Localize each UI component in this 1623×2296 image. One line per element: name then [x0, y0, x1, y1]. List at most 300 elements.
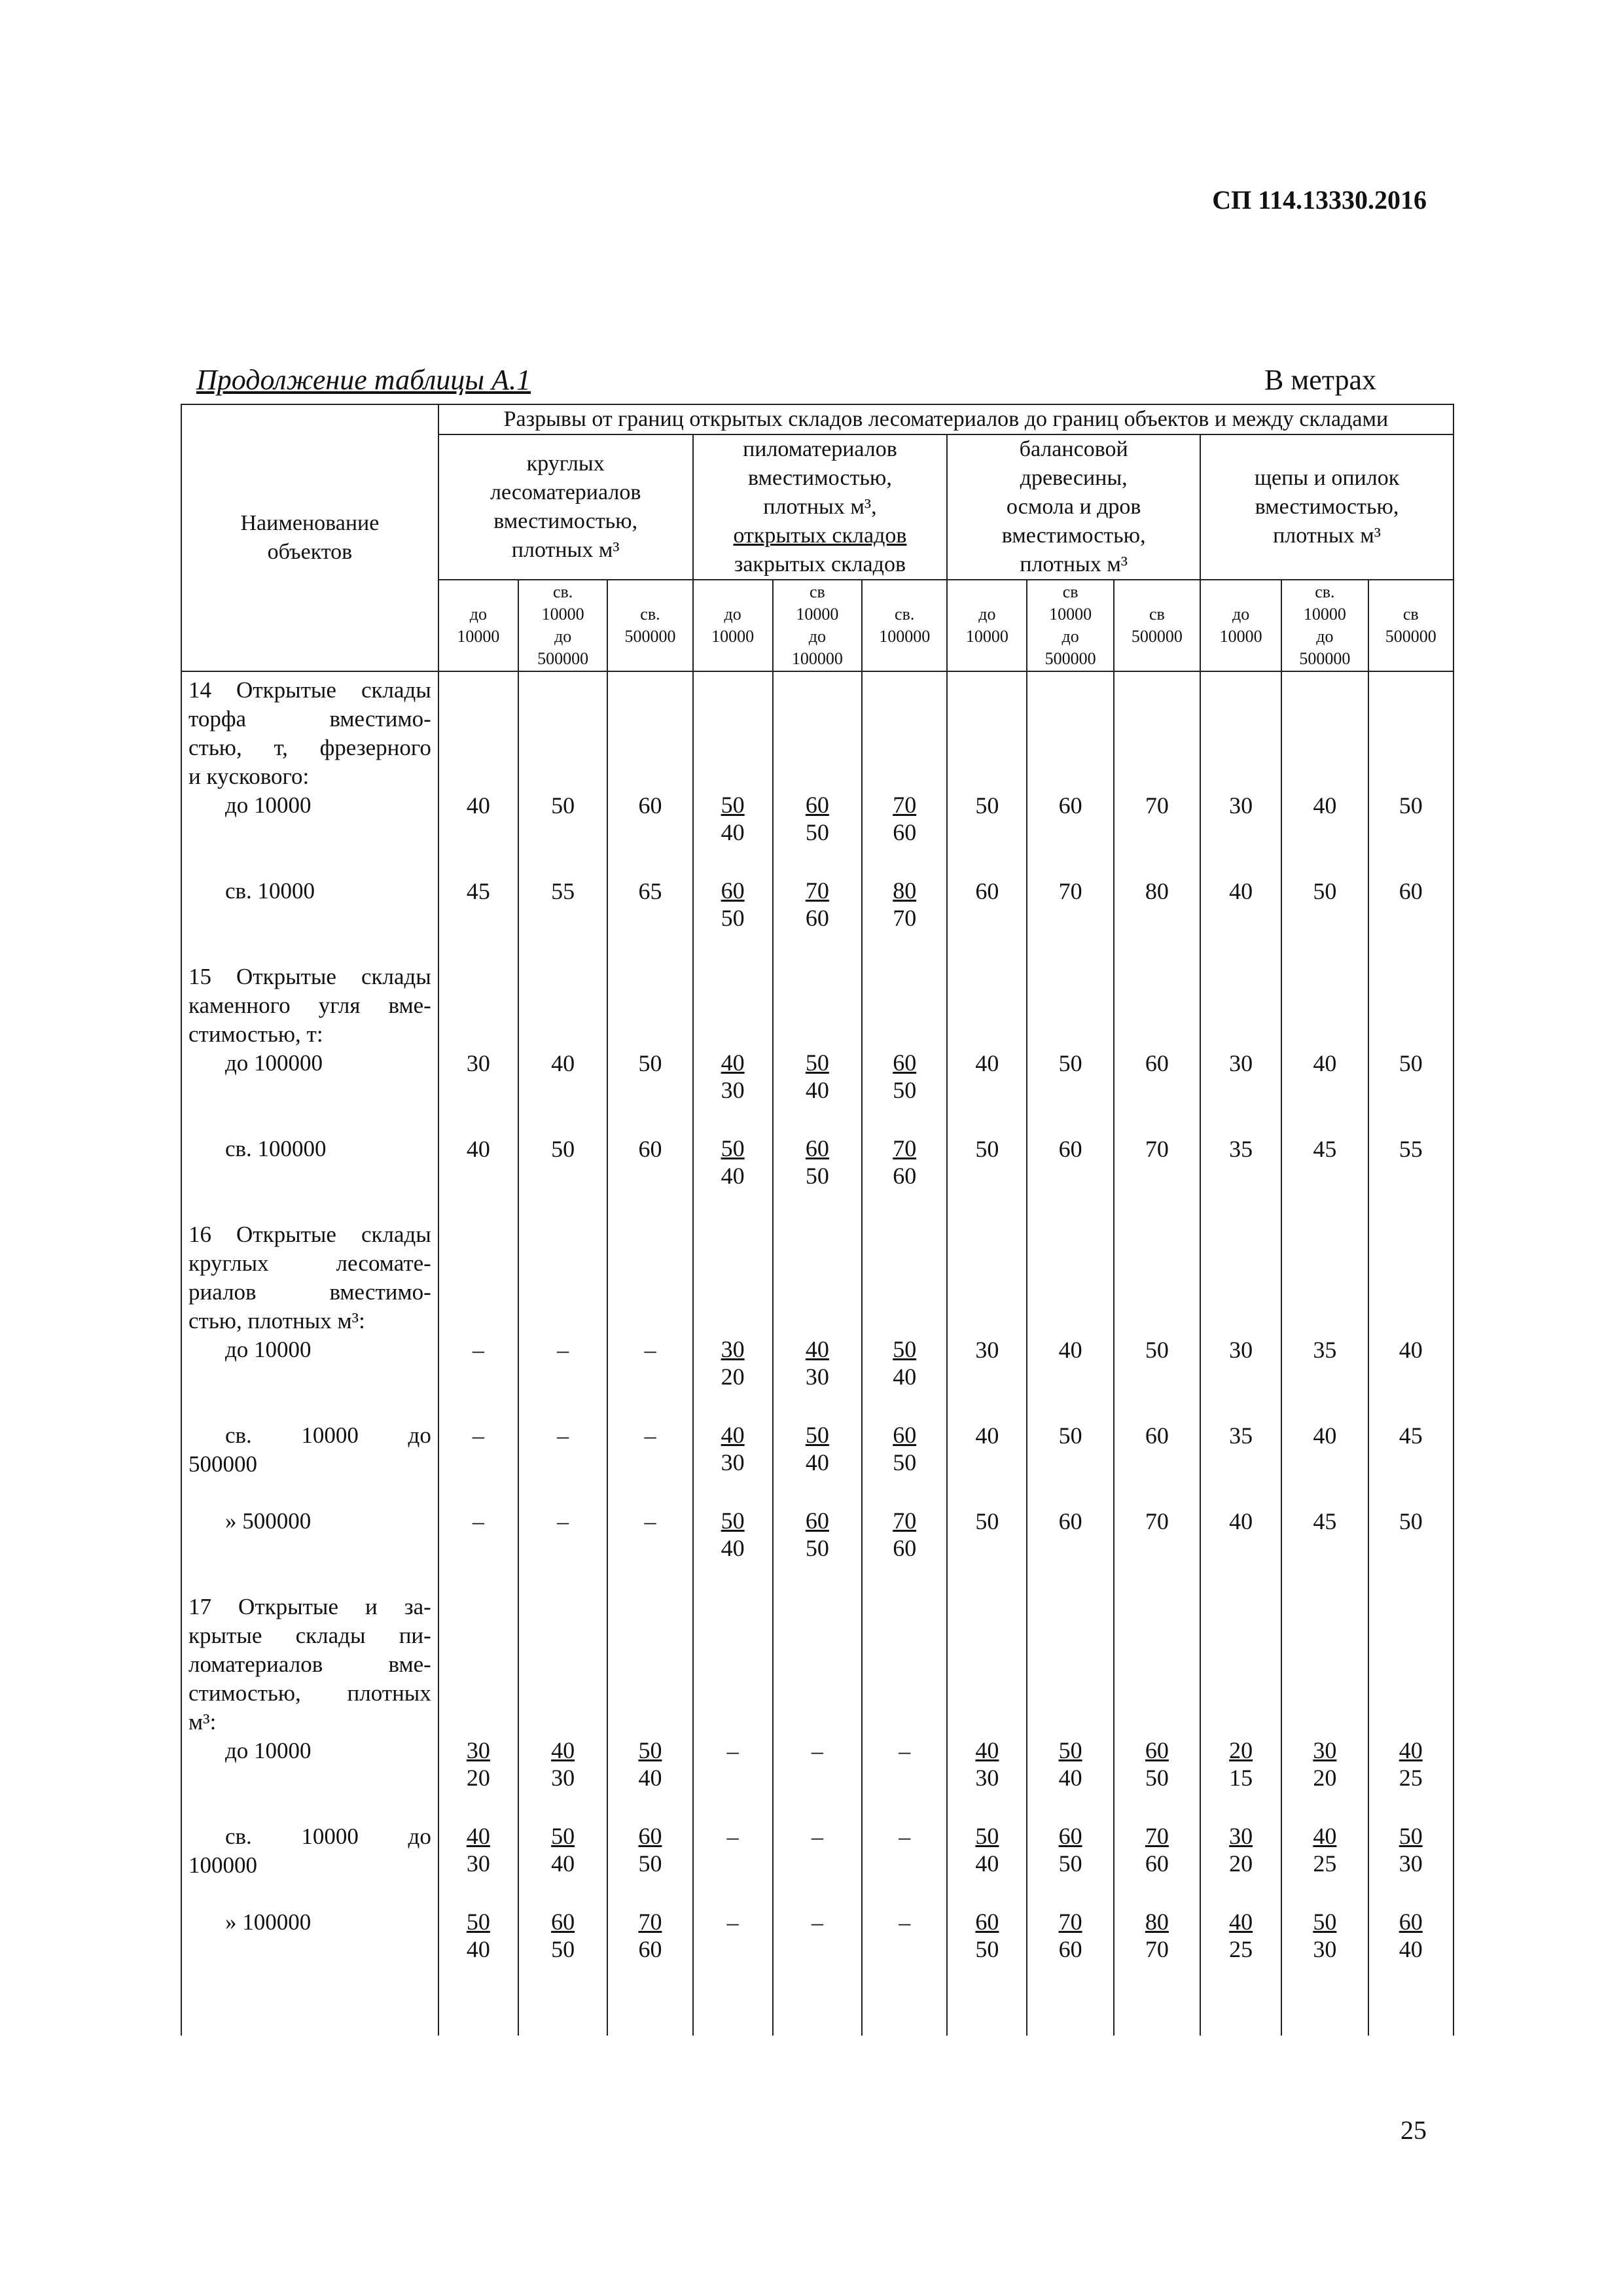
value: 45 [1313, 1508, 1337, 1534]
value: 60 [638, 1136, 662, 1162]
fraction [638, 1822, 662, 1877]
value-cell [773, 671, 862, 873]
row-label-line: 500000 [188, 1451, 257, 1477]
header-line: 500000 [1299, 649, 1351, 668]
object-name [181, 671, 438, 873]
empty-cell [862, 1990, 947, 2036]
header-line: 10000 [796, 605, 839, 624]
value-cell [607, 1818, 692, 1904]
section-title-line: риалов вместимо- [188, 1279, 431, 1305]
value-cell [1027, 1904, 1113, 1990]
value-cell [1114, 1904, 1200, 1990]
fraction-closed: 60 [893, 1163, 917, 1189]
fraction-closed: 60 [1145, 1850, 1169, 1877]
fraction-open: 70 [893, 1135, 917, 1161]
value: 35 [1229, 1136, 1253, 1162]
value-cell [607, 1417, 692, 1503]
fraction [1313, 1737, 1336, 1792]
value-cell [1281, 1131, 1368, 1216]
fraction-closed: 60 [1058, 1936, 1082, 1962]
fraction-open: 50 [975, 1823, 999, 1849]
section-title-line: торфа вместимо- [188, 706, 431, 732]
value: 60 [1145, 1422, 1169, 1449]
header-line: 500000 [1044, 649, 1096, 668]
value: 50 [975, 792, 999, 819]
fraction-closed: 30 [805, 1364, 829, 1390]
value-cell [1114, 1216, 1200, 1417]
subcolumn-header [607, 580, 692, 671]
header-line: закрытых складов [734, 552, 906, 576]
value: – [644, 1422, 656, 1449]
value-cell [773, 1131, 862, 1216]
value-cell [773, 1503, 862, 1589]
value-cell [947, 959, 1027, 1131]
section-title-line: ломатериалов вме- [188, 1651, 431, 1677]
distance-table [181, 404, 1454, 2036]
table-row [181, 1589, 1454, 1818]
value: 30 [466, 1050, 490, 1076]
value-cell [1114, 873, 1200, 959]
group-header-3 [947, 434, 1200, 580]
fraction [893, 877, 916, 932]
fraction-open: 40 [721, 1050, 745, 1076]
subcolumn-header [773, 580, 862, 671]
section-title-line: 14 Открытые склады [188, 677, 431, 703]
value-cell [607, 1131, 692, 1216]
fraction [893, 1421, 916, 1476]
fraction-open: 60 [893, 1050, 917, 1076]
fraction-closed: 40 [638, 1765, 662, 1791]
value: 50 [1399, 1050, 1423, 1076]
empty-cell [1027, 1990, 1113, 2036]
fraction [806, 1421, 829, 1476]
value: – [726, 1909, 739, 1935]
row-label-line: 100000 [188, 1852, 257, 1878]
value: 50 [1313, 878, 1337, 904]
value-cell [1368, 873, 1454, 959]
value: – [726, 1824, 739, 1850]
subcolumn-header [693, 580, 773, 671]
header-line: 10000 [1049, 605, 1092, 624]
section-title-line: и кускового: [188, 764, 310, 789]
fraction-closed: 40 [805, 1449, 829, 1475]
value-cell [607, 873, 692, 959]
header-line: св [1402, 605, 1419, 624]
value-cell [518, 873, 607, 959]
header-line: плотных м³ [1273, 523, 1381, 548]
value: 55 [551, 878, 575, 904]
object-name [181, 1131, 438, 1216]
fraction [551, 1908, 575, 1963]
section-title-line: 16 Открытые склады [188, 1222, 431, 1247]
value-cell [1027, 1503, 1113, 1589]
value-cell [1114, 1589, 1200, 1818]
value-cell [1027, 1818, 1113, 1904]
value-cell [1200, 873, 1281, 959]
object-name [181, 1904, 438, 1990]
fraction [1313, 1908, 1336, 1963]
value-cell [1200, 1503, 1281, 1589]
fraction [638, 1737, 662, 1792]
fraction-open: 50 [638, 1737, 662, 1763]
fraction-closed: 70 [893, 905, 917, 931]
value-cell [693, 1131, 773, 1216]
header-line: до [1232, 605, 1250, 624]
object-name [181, 1589, 438, 1818]
value-cell [607, 1216, 692, 1417]
header-line: св [1062, 582, 1079, 601]
fraction-closed: 30 [1399, 1850, 1423, 1877]
value: – [557, 1508, 569, 1534]
fraction-open: 50 [805, 1050, 829, 1076]
value: 40 [551, 1050, 575, 1076]
value-cell [947, 1131, 1027, 1216]
value-cell [438, 959, 518, 1131]
subcolumn-header [1281, 580, 1368, 671]
table-row [181, 1216, 1454, 1417]
value-cell [518, 1503, 607, 1589]
fraction-closed: 40 [721, 1535, 745, 1561]
value: – [472, 1337, 484, 1363]
value-cell [1027, 671, 1113, 873]
value-cell [862, 1818, 947, 1904]
value: – [811, 1824, 823, 1850]
value-cell [607, 1589, 692, 1818]
value: 60 [975, 878, 999, 904]
empty-cell [1368, 1990, 1454, 2036]
header-line: св. [1315, 582, 1335, 601]
fraction [806, 877, 829, 932]
value: 60 [1058, 1136, 1082, 1162]
value-cell [947, 1904, 1027, 1990]
fraction-open: 70 [1058, 1909, 1082, 1935]
fraction-closed: 40 [721, 819, 745, 845]
fraction-closed: 30 [1313, 1936, 1337, 1962]
value-cell [773, 1417, 862, 1503]
fraction-closed: 20 [1229, 1850, 1253, 1877]
value-cell [1114, 1503, 1200, 1589]
header-line: до [1316, 627, 1334, 646]
fraction-open: 80 [1145, 1909, 1169, 1935]
document-code: СП 114.13330.2016 [1212, 185, 1427, 215]
value: 30 [1229, 792, 1253, 819]
empty-cell [518, 1990, 607, 2036]
fraction-closed: 50 [805, 1163, 829, 1189]
fraction-closed: 30 [551, 1765, 575, 1791]
value: 50 [1399, 792, 1423, 819]
value: 40 [1399, 1337, 1423, 1363]
value-cell [862, 1216, 947, 1417]
fraction-open: 70 [893, 792, 917, 818]
value-cell [862, 959, 947, 1131]
value-cell [1027, 1417, 1113, 1503]
fraction [721, 791, 745, 846]
fraction-open: 70 [805, 877, 829, 904]
value-cell [518, 1131, 607, 1216]
header-line: вместимостью, [1255, 495, 1399, 519]
value-cell [518, 1417, 607, 1503]
fraction [1059, 1908, 1082, 1963]
header-line: объектов [267, 540, 353, 564]
value-cell [607, 959, 692, 1131]
value: 30 [1229, 1050, 1253, 1076]
header-line: 100000 [791, 649, 843, 668]
fraction-open: 60 [805, 1135, 829, 1161]
fraction [806, 1049, 829, 1104]
value: 40 [1058, 1337, 1082, 1363]
fraction-open: 60 [805, 792, 829, 818]
header-line: св. [640, 605, 660, 624]
header-line: плотных м³ [1020, 552, 1128, 576]
value-cell [1027, 1131, 1113, 1216]
value: 45 [466, 878, 490, 904]
value-cell [1368, 1131, 1454, 1216]
value-cell [947, 1589, 1027, 1818]
fraction-closed: 50 [1058, 1850, 1082, 1877]
row-label: св. 10000 [225, 878, 315, 904]
value: 50 [638, 1050, 662, 1076]
subcolumn-header [1027, 580, 1113, 671]
header-line: 100000 [879, 627, 931, 646]
fraction-closed: 20 [1313, 1765, 1337, 1791]
value-cell [438, 1131, 518, 1216]
value: 70 [1145, 792, 1169, 819]
value-cell [1368, 671, 1454, 873]
section-title-line: круглых лесомате- [188, 1250, 431, 1276]
value: – [899, 1909, 911, 1935]
value-cell [1200, 1818, 1281, 1904]
value-cell [518, 1589, 607, 1818]
header-line: круглых [526, 451, 605, 476]
subcolumn-header [518, 580, 607, 671]
table-row [181, 1131, 1454, 1216]
fraction-closed: 40 [805, 1077, 829, 1103]
value-cell [693, 671, 773, 873]
value-cell [438, 1216, 518, 1417]
value: 45 [1399, 1422, 1423, 1449]
value-cell [693, 1818, 773, 1904]
value: 40 [1229, 1508, 1253, 1534]
value-cell [518, 1818, 607, 1904]
section-title-line: 15 Открытые склады [188, 964, 431, 989]
value: 40 [1229, 878, 1253, 904]
fraction [721, 1335, 745, 1390]
value-cell [773, 959, 862, 1131]
header-line: 10000 [965, 627, 1008, 646]
fraction-closed: 60 [805, 905, 829, 931]
value-cell [1114, 959, 1200, 1131]
section-title-line: крытые склады пи- [188, 1623, 431, 1648]
fraction-closed: 40 [1399, 1936, 1423, 1962]
value: 60 [1399, 878, 1423, 904]
fraction-open: 30 [1313, 1737, 1337, 1763]
fraction-open: 60 [893, 1422, 917, 1448]
object-name-header [181, 404, 438, 671]
value: 50 [1145, 1337, 1169, 1363]
section-title-line: м³: [188, 1709, 217, 1735]
row-label: до 10000 [225, 1337, 312, 1362]
fraction [467, 1908, 490, 1963]
value: – [811, 1909, 823, 1935]
fraction-closed: 60 [893, 819, 917, 845]
fraction-closed: 50 [805, 819, 829, 845]
value-cell [1281, 1503, 1368, 1589]
value: 40 [1313, 792, 1337, 819]
fraction [1145, 1737, 1169, 1792]
section-title-line: стимостью, плотных [188, 1680, 431, 1706]
value: – [557, 1337, 569, 1363]
group-header-2 [693, 434, 948, 580]
header-line: св. [895, 605, 915, 624]
fraction [975, 1908, 999, 1963]
fraction [975, 1822, 999, 1877]
section-title-line: каменного угля вме- [188, 993, 431, 1018]
fraction [893, 1335, 916, 1390]
value-cell [1200, 1904, 1281, 1990]
value-cell [693, 1904, 773, 1990]
value-cell [1281, 671, 1368, 873]
value: 60 [1058, 792, 1082, 819]
fraction-open: 70 [1145, 1823, 1169, 1849]
fraction [893, 1049, 916, 1104]
fraction [721, 1421, 745, 1476]
value-cell [862, 1131, 947, 1216]
value-cell [1368, 1417, 1454, 1503]
value: 65 [638, 878, 662, 904]
value-cell [518, 671, 607, 873]
object-name [181, 959, 438, 1131]
value-cell [773, 1904, 862, 1990]
fraction-closed: 50 [893, 1077, 917, 1103]
value-cell [1281, 1417, 1368, 1503]
header-line: до [1061, 627, 1079, 646]
fraction-closed: 40 [551, 1850, 575, 1877]
fraction-closed: 30 [721, 1077, 745, 1103]
section-title [188, 676, 431, 791]
row-label: до 10000 [225, 792, 312, 818]
header-line: вместимостью, [748, 466, 892, 490]
fraction [721, 1135, 745, 1190]
fraction-closed: 50 [721, 905, 745, 931]
value-cell [438, 1417, 518, 1503]
fraction [721, 877, 745, 932]
fraction-closed: 50 [1145, 1765, 1169, 1791]
value-cell [438, 671, 518, 873]
fraction-closed: 50 [638, 1850, 662, 1877]
fraction-closed: 25 [1399, 1765, 1423, 1791]
value-cell [1368, 1589, 1454, 1818]
section-title [188, 963, 431, 1049]
fraction-closed: 40 [893, 1364, 917, 1390]
value: 60 [1058, 1508, 1082, 1534]
value-cell [1027, 1216, 1113, 1417]
subcolumn-header [947, 580, 1027, 671]
fraction-open: 40 [1399, 1737, 1423, 1763]
value: 40 [975, 1422, 999, 1449]
empty-cell [947, 1990, 1027, 2036]
empty-cell [438, 1990, 518, 2036]
value: 55 [1399, 1136, 1423, 1162]
fraction [1059, 1822, 1082, 1877]
fraction [721, 1049, 745, 1104]
header-row-1 [181, 404, 1454, 434]
header-line: 10000 [1303, 605, 1346, 624]
header-line: щепы и опилок [1254, 466, 1400, 490]
value: – [557, 1422, 569, 1449]
fraction-open: 60 [638, 1823, 662, 1849]
value-cell [1368, 1503, 1454, 1589]
value-cell [693, 1417, 773, 1503]
fraction-open: 60 [1399, 1909, 1423, 1935]
fraction-open: 50 [721, 1508, 745, 1534]
value-cell [947, 1503, 1027, 1589]
fraction [551, 1822, 575, 1877]
value-cell [1200, 1131, 1281, 1216]
fraction-closed: 25 [1229, 1936, 1253, 1962]
value-cell [693, 1503, 773, 1589]
fraction [721, 1507, 745, 1562]
value-cell [1200, 671, 1281, 873]
value: – [644, 1337, 656, 1363]
value: – [811, 1738, 823, 1764]
fraction-open: 50 [1399, 1823, 1423, 1849]
fraction-closed: 70 [1145, 1936, 1169, 1962]
row-label: » 500000 [225, 1508, 312, 1534]
value: 40 [466, 1136, 490, 1162]
fraction-open: 50 [805, 1422, 829, 1448]
fraction [638, 1908, 662, 1963]
fraction [1229, 1822, 1253, 1877]
table-row [181, 671, 1454, 873]
value: 40 [975, 1050, 999, 1076]
header-line: 500000 [1131, 627, 1183, 646]
subcolumn-header [438, 580, 518, 671]
empty-cell [1200, 1990, 1281, 2036]
header-line: св [809, 582, 825, 601]
fraction-open: 50 [1058, 1737, 1082, 1763]
fraction [893, 1507, 916, 1562]
value-cell [1114, 1417, 1200, 1503]
fraction-open: 60 [551, 1909, 575, 1935]
header-line: 10000 [541, 605, 584, 624]
row-label: до 10000 [225, 1738, 312, 1763]
fraction-open: 30 [721, 1336, 745, 1362]
value-cell [607, 1904, 692, 1990]
value-cell [1200, 1417, 1281, 1503]
fraction-open: 60 [805, 1508, 829, 1534]
value-cell [1281, 873, 1368, 959]
table-caption: Продолжение таблицы А.1 [196, 364, 531, 396]
empty-cell [693, 1990, 773, 2036]
header-line: до [978, 605, 996, 624]
value: 70 [1145, 1136, 1169, 1162]
value: – [899, 1738, 911, 1764]
header-line: св [1149, 605, 1165, 624]
fraction-closed: 60 [638, 1936, 662, 1962]
page-number: 25 [1400, 2115, 1427, 2145]
fraction-closed: 60 [893, 1535, 917, 1561]
header-line: пиломатериалов [743, 437, 897, 461]
value-cell [862, 1589, 947, 1818]
value: – [644, 1508, 656, 1534]
value-cell [862, 671, 947, 873]
value-cell [438, 1818, 518, 1904]
value-cell [438, 873, 518, 959]
value-cell [1027, 959, 1113, 1131]
header-line: плотных м³ [511, 538, 620, 562]
fraction [975, 1737, 999, 1792]
header-line: вместимостью, [493, 509, 638, 533]
